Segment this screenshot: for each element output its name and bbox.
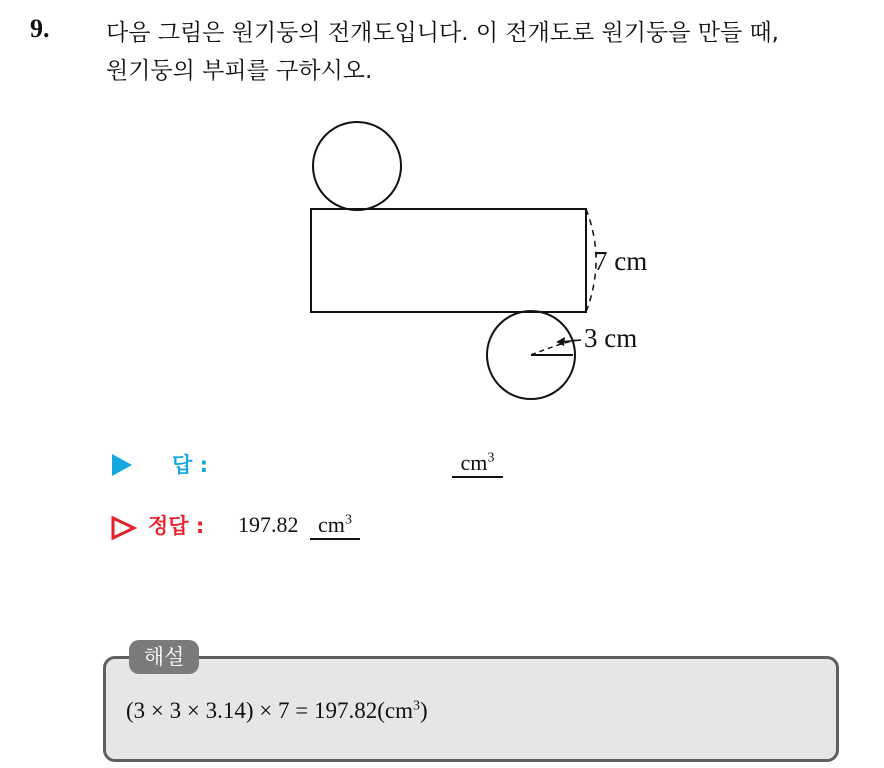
explanation-close-paren: ) [419, 698, 428, 723]
radius-label: 3 cm [584, 323, 638, 353]
explanation-tag: 해설 [129, 640, 199, 674]
radius-dimension-arc [531, 340, 575, 355]
explanation-expression [126, 698, 428, 724]
explanation-expression-main: (3 × 3 × 3.14) × 7 = 197.82(cm [126, 698, 413, 723]
question-text-line-2: 원기둥의 부피를 구하시오. [106, 58, 373, 84]
correct-triangle-outline-icon [110, 515, 138, 541]
correct-answer-unit [310, 512, 360, 540]
answer-triangle-icon [112, 454, 132, 476]
answer-label: 답 : [172, 453, 208, 477]
correct-unit-text: cm [318, 512, 345, 537]
answer-unit: cm [460, 450, 488, 475]
explanation-exponent: 3 [412, 698, 420, 714]
correct-answer-label: 정답 : [148, 514, 205, 538]
top-base-circle [313, 122, 401, 210]
answer-unit-blank[interactable] [452, 450, 503, 478]
height-label: 7 cm [594, 246, 648, 276]
question-number: 9. [30, 14, 50, 43]
answer-unit-exponent: 3 [487, 450, 495, 466]
correct-answer-value: 197.82 [238, 512, 299, 537]
correct-unit-exponent: 3 [344, 512, 352, 528]
lateral-rectangle [311, 209, 586, 312]
question-text-line-1: 다음 그림은 원기둥의 전개도입니다. 이 전개도로 원기둥을 만들 때, [106, 20, 779, 46]
